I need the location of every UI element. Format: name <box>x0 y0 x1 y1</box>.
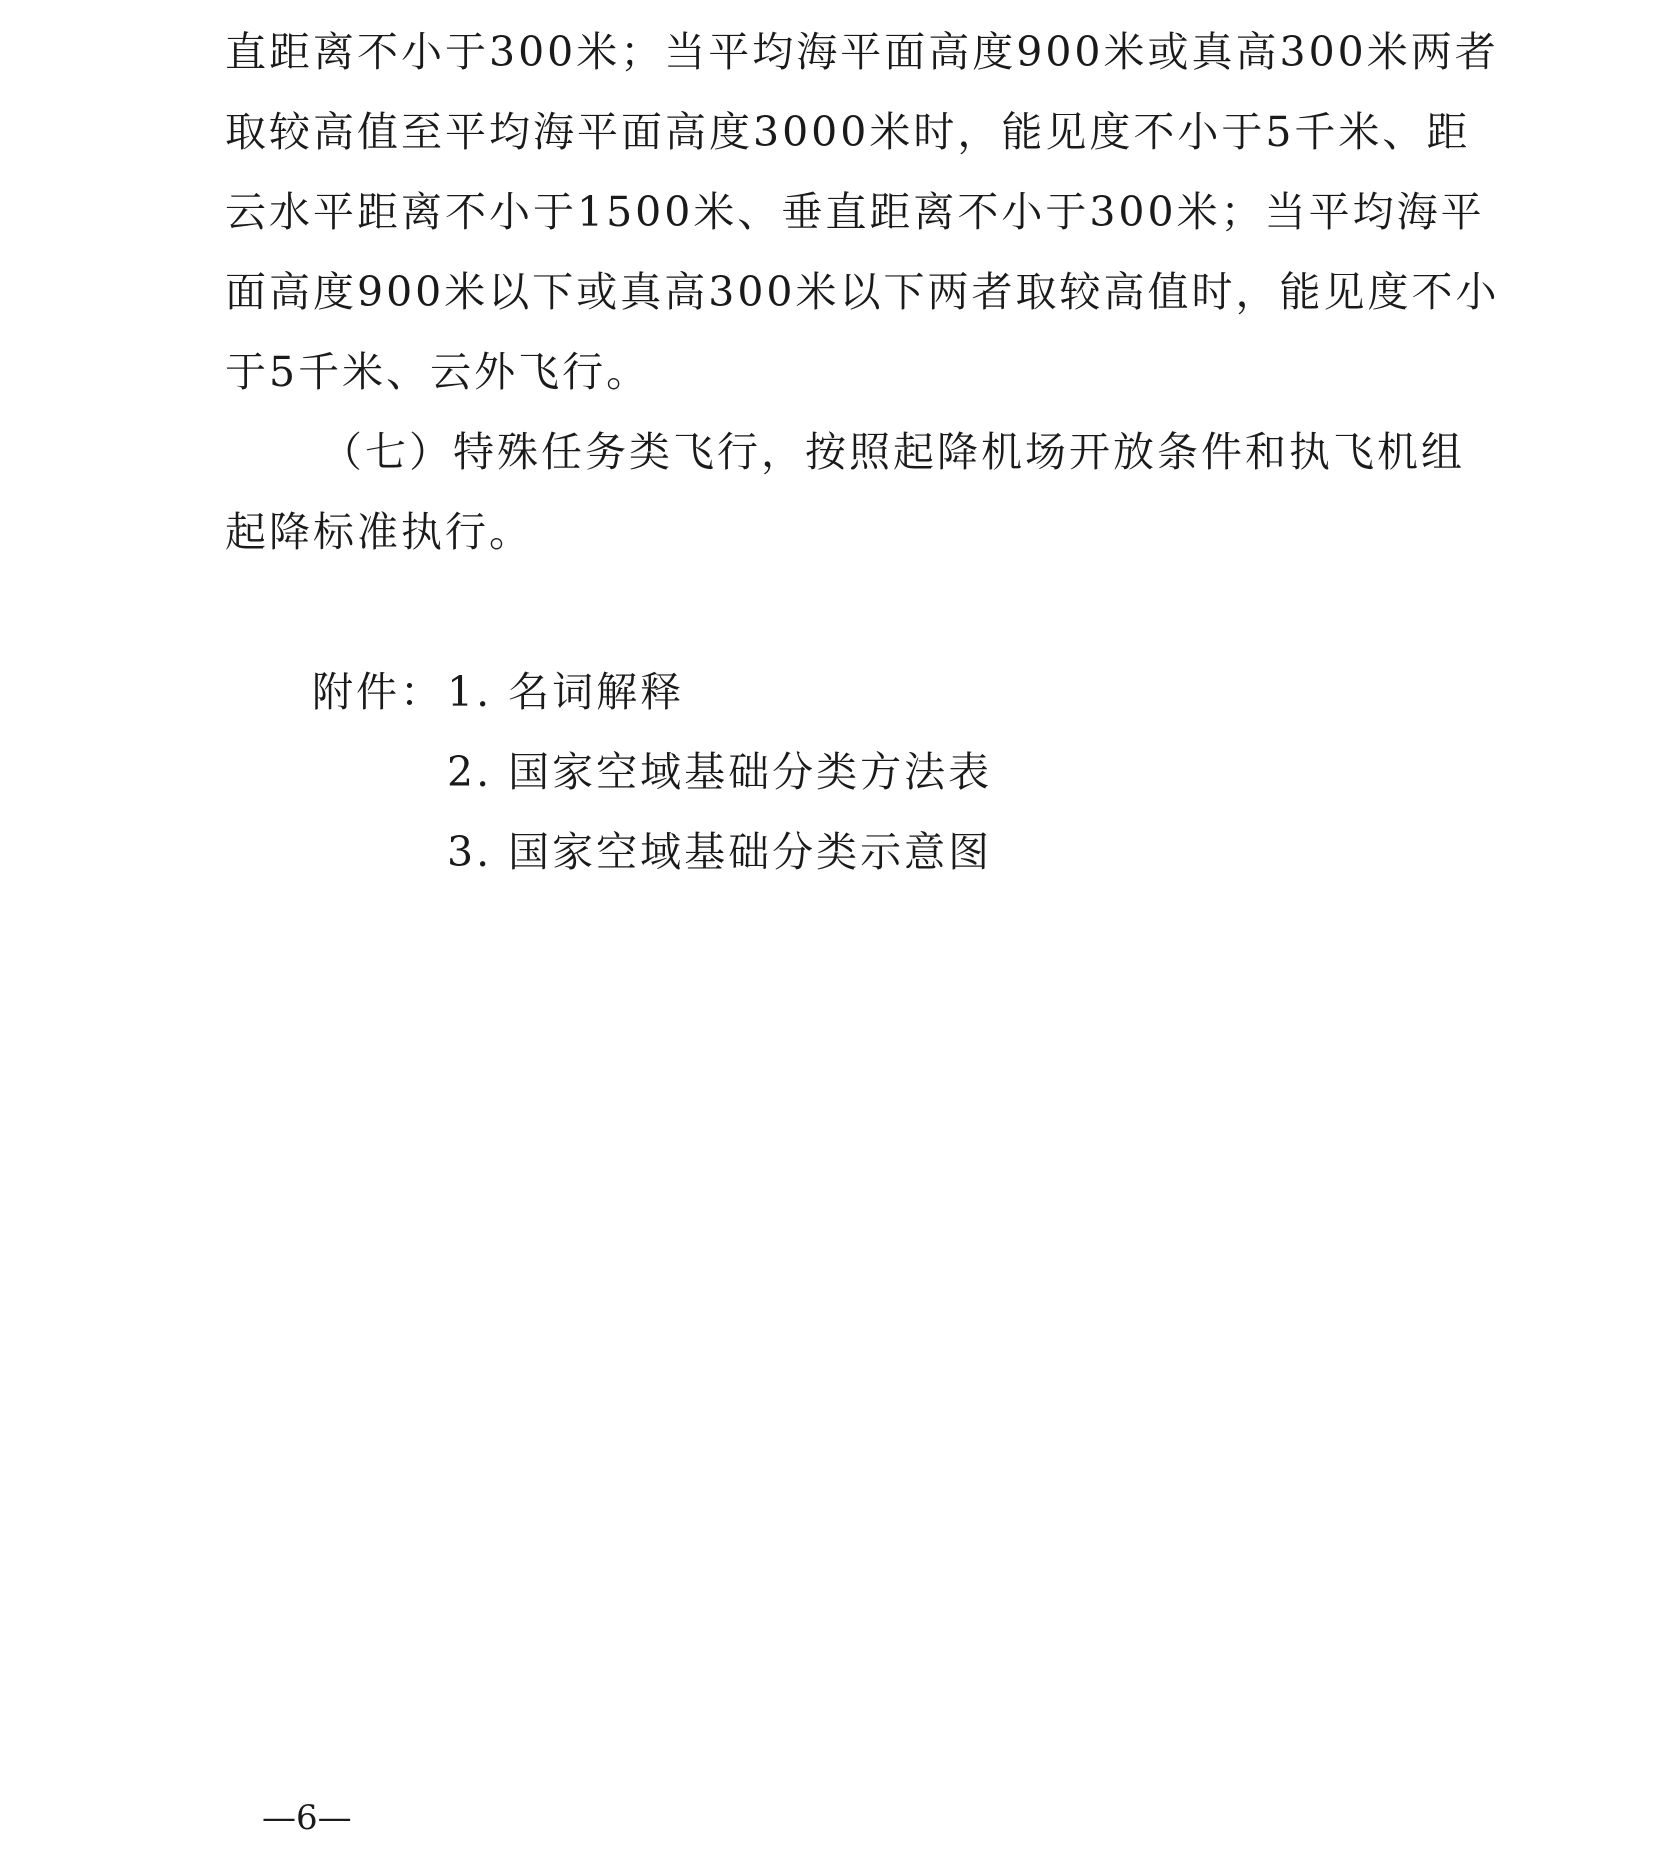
attachments-label-spacer <box>312 812 447 892</box>
attachment-row <box>312 652 992 732</box>
attachment-row <box>312 732 992 812</box>
paragraph-1-line-5: 于5千米、云外飞行。 <box>225 348 651 396</box>
attachment-item-3: 3. 国家空域基础分类示意图 <box>447 828 993 876</box>
attachments-label-spacer <box>312 732 447 812</box>
paragraph-2-line-1: （七）特殊任务类飞行，按照起降机场开放条件和执飞机组 <box>321 428 1465 476</box>
attachment-item-1: 1. 名词解释 <box>447 668 685 716</box>
attachment-item-2: 2. 国家空域基础分类方法表 <box>447 748 993 796</box>
attachments-label: 附件： <box>312 668 444 716</box>
attachments-list <box>312 652 992 892</box>
paragraph-1-line-4: 面高度900米以下或真高300米以下两者取较高值时，能见度不小 <box>225 268 1500 316</box>
page-number: —6— <box>262 1798 352 1838</box>
paragraph-1-line-1: 直距离不小于300米；当平均海平面高度900米或真高300米两者 <box>225 28 1499 76</box>
paragraph-2-line-2: 起降标准执行。 <box>225 508 533 556</box>
body-text <box>225 12 1500 572</box>
attachment-row <box>312 812 992 892</box>
paragraph-1-line-2: 取较高值至平均海平面高度3000米时，能见度不小于5千米、距 <box>225 108 1471 156</box>
paragraph-1-line-3: 云水平距离不小于1500米、垂直距离不小于300米；当平均海平 <box>225 188 1485 236</box>
